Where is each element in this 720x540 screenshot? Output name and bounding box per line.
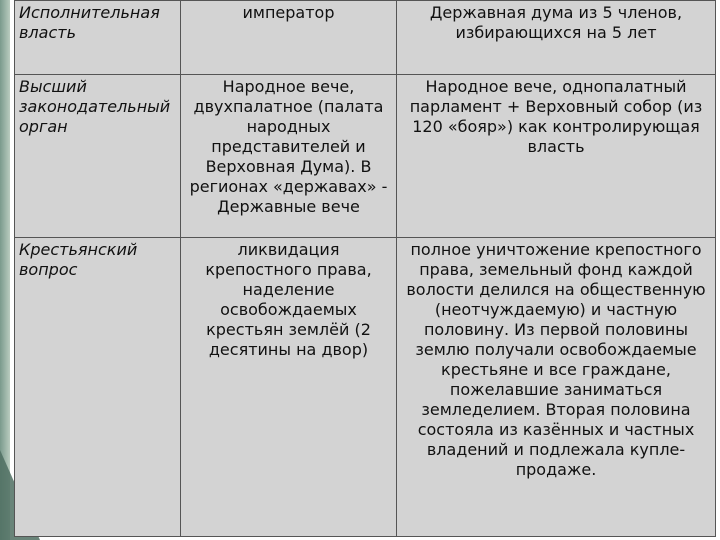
cell-executive-col2: император — [181, 1, 397, 75]
cell-peasant-col2: ликвидация крепостного права, наделение освобождаемых крестьян землёй (2 десятины на двор) — [181, 238, 397, 537]
comparison-table — [14, 0, 716, 537]
cell-legislative-col2: Народное вече, двухпалатное (палата народных представителей и Верховная Дума). В регионах «державах» - Державные вече — [181, 75, 397, 238]
cell-executive-col3: Державная дума из 5 членов, избирающихся на 5 лет — [397, 1, 716, 75]
table-row-peasant — [15, 238, 716, 537]
row-label-executive: Исполнительная власть — [15, 1, 181, 75]
cell-peasant-col3: полное уничтожение крепостного права, земельный фонд каждой волости делился на общественную (неотчуждаемую) и частную половину. Из первой половины землю получали освобождаемые крестьяне и все граждане, пожелавшие заниматься земледелием. Вторая половина состояла из казённых и частных владений и подлежала купле-продаже. — [397, 238, 716, 537]
table-row-executive — [15, 1, 716, 75]
row-label-legislative: Высший законодательный орган — [15, 75, 181, 238]
row-label-peasant: Крестьянский вопрос — [15, 238, 181, 537]
cell-legislative-col3: Народное вече, однопалатный парламент + Верховный собор (из 120 «бояр») как контролирующая власть — [397, 75, 716, 238]
table-row-legislative — [15, 75, 716, 238]
